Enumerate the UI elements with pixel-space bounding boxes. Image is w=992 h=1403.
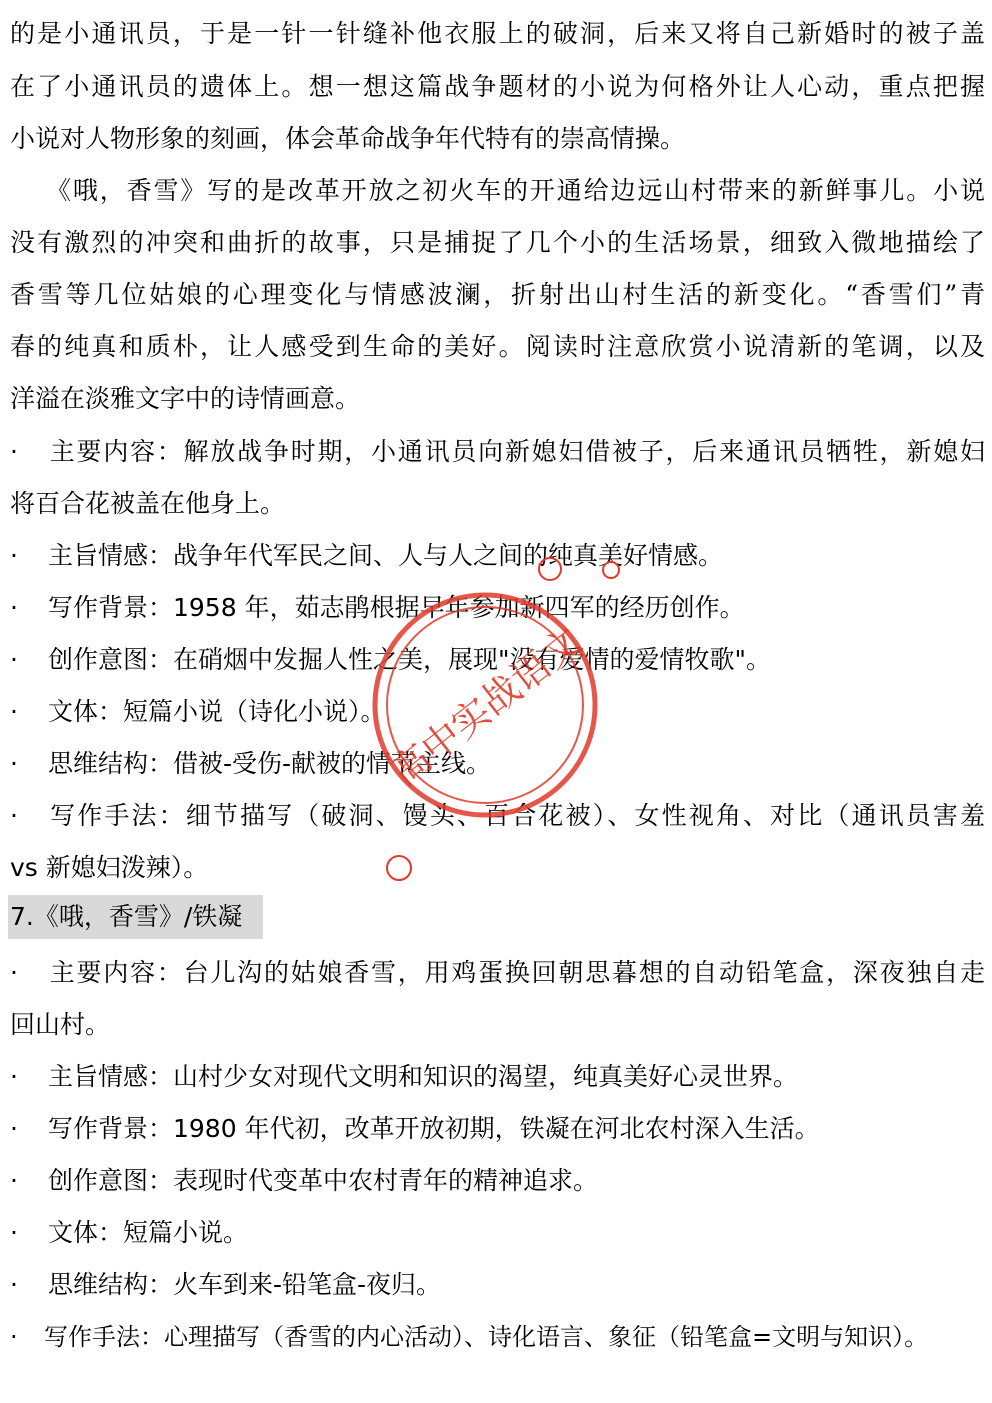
list-item [10,1165,985,1197]
list-item [10,436,985,468]
list-item-text: 主旨情感：战争年代军民之间、人与人之间的纯真美好情感。 [48,541,724,570]
stamp-text: 高中实战语文 [382,619,590,795]
list-item [10,644,985,676]
intro-line: 没有激烈的冲突和曲折的故事，只是捕捉了几个小的生活场景，细致入微地描绘了 [10,228,985,257]
list-item-text: 主要内容：解放战争时期，小通讯员向新媳妇借被子，后来通讯员牺牲，新媳妇 [48,437,985,466]
bullet-icon: · [10,1062,18,1091]
bullet-icon: · [10,749,18,778]
list-item [10,800,985,832]
list-item-text: 文体：短篇小说（诗化小说）。 [48,697,386,726]
list-item [10,1113,985,1145]
list-item-text: 写作手法：心理描写（香雪的内心活动）、诗化语言、象征（铅笔盒=文明与知识）。 [44,1323,929,1351]
list-item-continuation: 将百合花被盖在他身上。 [10,489,286,518]
intro-line: 香雪等几位姑娘的心理变化与情感波澜，折射出山村生活的新变化。“香雪们”青 [10,280,985,309]
list-item-text: 主要内容：台儿沟的姑娘香雪，用鸡蛋换回朝思暮想的自动铅笔盒，深夜独自走 [48,958,985,987]
bullet-icon: · [10,801,18,830]
list-item [10,748,985,780]
list-item-text: 主旨情感：山村少女对现代文明和知识的渴望，纯真美好心灵世界。 [48,1062,799,1091]
list-item-continuation: vs 新媳妇泼辣）。 [10,853,209,882]
list-item [10,957,985,989]
intro-line: 的是小通讯员，于是一针一针缝补他衣服上的破洞，后来又将自己新婚时的被子盖 [10,19,985,48]
bullet-icon: · [10,645,18,674]
list-item [10,1269,985,1301]
section-heading: 7.《哦，香雪》/铁凝 [10,902,243,931]
intro-line: 《哦，香雪》写的是改革开放之初火车的开通给边远山村带来的新鲜事儿。小说 [46,176,985,205]
list-item [10,592,985,624]
list-item [10,1321,985,1353]
bullet-icon: · [10,541,18,570]
intro-line: 洋溢在淡雅文字中的诗情画意。 [10,384,361,413]
bullet-icon: · [10,958,18,987]
list-item [10,540,985,572]
bullet-icon: · [10,1166,18,1195]
bullet-icon: · [10,593,18,622]
bullet-icon: · [10,437,18,466]
list-item-text: 创作意图：在硝烟中发掘人性之美，展现"没有爱情的爱情牧歌"。 [48,645,772,674]
bullet-icon: · [10,697,18,726]
intro-line: 春的纯真和质朴，让人感受到生命的美好。阅读时注意欣赏小说清新的笔调，以及 [10,332,985,361]
list-item-text: 创作意图：表现时代变革中农村青年的精神追求。 [48,1166,599,1195]
list-item-text: 写作手法：细节描写（破洞、馒头、百合花被）、女性视角、对比（通讯员害羞 [48,801,985,830]
bullet-icon: · [10,1114,18,1143]
list-item [10,1061,985,1093]
intro-line: 小说对人物形象的刻画，体会革命战争年代特有的崇高情操。 [10,124,686,153]
list-item [10,696,985,728]
bullet-icon: · [10,1218,18,1247]
bullet-icon: · [10,1323,18,1351]
list-item [10,1217,985,1249]
list-item-text: 写作背景：1958 年，茹志鹃根据早年参加新四军的经历创作。 [48,593,745,622]
list-item-text: 文体：短篇小说。 [48,1218,249,1247]
intro-line: 在了小通讯员的遗体上。想一想这篇战争题材的小说为何格外让人心动，重点把握 [10,72,985,101]
list-item-text: 思维结构：借被-受伤-献被的情节主线。 [48,749,492,778]
list-item-text: 思维结构：火车到来-铅笔盒-夜归。 [48,1270,442,1299]
list-item-continuation: 回山村。 [10,1010,111,1039]
bullet-icon: · [10,1270,18,1299]
list-item-text: 写作背景：1980 年代初，改革开放初期，铁凝在河北农村深入生活。 [48,1114,820,1143]
